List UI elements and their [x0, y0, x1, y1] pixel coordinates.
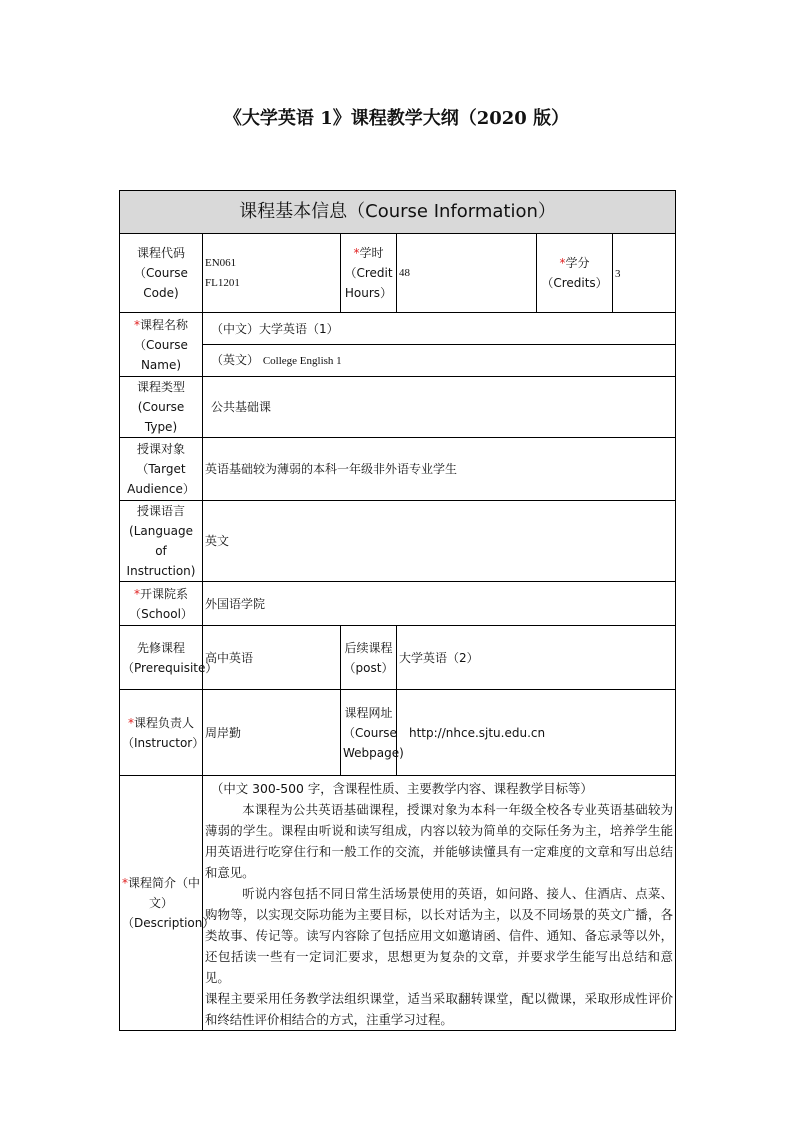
instructor-value: 周岸勤 — [203, 690, 341, 776]
course-info-table — [119, 190, 676, 1031]
description-content — [203, 776, 676, 1031]
section-header: 课程基本信息（Course Information） — [120, 191, 676, 234]
credits-label: *学分（Credits） — [537, 234, 613, 313]
name-label: *课程名称（Course Name) — [120, 313, 203, 377]
webpage-label: 课程网址（Course Webpage) — [341, 690, 397, 776]
hours-label: *学时（Credit Hours） — [341, 234, 397, 313]
instructor-label: *课程负责人（Instructor） — [120, 690, 203, 776]
audience-label: 授课对象（Target Audience） — [120, 438, 203, 501]
prereq-label: 先修课程（Prerequisite） — [120, 626, 203, 690]
document-title: 《大学英语 1》课程教学大纲（2020 版） — [223, 108, 570, 129]
code-value: EN061 FL1201 — [203, 234, 341, 313]
type-value: 公共基础课 — [203, 377, 676, 438]
audience-value: 英语基础较为薄弱的本科一年级非外语专业学生 — [203, 438, 676, 501]
hours-value: 48 — [397, 234, 537, 313]
webpage-link[interactable]: http://nhce.sjtu.edu.cn — [397, 690, 676, 776]
description-paragraph: 本课程为公共英语基础课程，授课对象为本科一年级全校各专业英语基础较为薄弱的学生。课程由听说和读写组成，内容以较为简单的交际任务为主，培养学生能用英语进行吃穿住行和一般工作的交流，并能够读懂具有一定难度的文章和写出总结和意见。 — [205, 802, 674, 880]
name-en: （英文） College English 1 — [203, 345, 676, 377]
post-label: 后续课程（post） — [341, 626, 397, 690]
description-paragraph: 课程主要采用任务教学法组织课堂，适当采取翻转课堂，配以微课，采取形成性评价和终结性评价相结合的方式，注重学习过程。 — [205, 991, 674, 1027]
language-value: 英文 — [203, 501, 676, 582]
description-paragraph: 听说内容包括不同日常生活场景使用的英语，如问路、接人、住酒店、点菜、购物等，以实现交际功能为主要目标，以长对话为主，以及不同场景的英文广播，各类故事、传记等。读写内容除了包括应用文如邀请函、信件、通知、备忘录等以外，还包括读一些有一定词汇要求，思想更为复杂的文章，并要求学生能写出总结和意见。 — [205, 886, 674, 985]
school-label: *开课院系（School） — [120, 582, 203, 626]
school-value: 外国语学院 — [203, 582, 676, 626]
credits-value: 3 — [613, 234, 676, 313]
language-label: 授课语言(Language of Instruction) — [120, 501, 203, 582]
name-cn: （中文）大学英语（1） — [203, 313, 676, 345]
code-label: 课程代码（Course Code) — [120, 234, 203, 313]
description-label: *课程简介（中文）（Description） — [120, 776, 203, 1031]
prereq-value: 高中英语 — [203, 626, 341, 690]
type-label: 课程类型(Course Type) — [120, 377, 203, 438]
post-value: 大学英语（2） — [397, 626, 676, 690]
description-hint: （中文 300-500 字，含课程性质、主要教学内容、课程教学目标等） — [211, 781, 593, 796]
